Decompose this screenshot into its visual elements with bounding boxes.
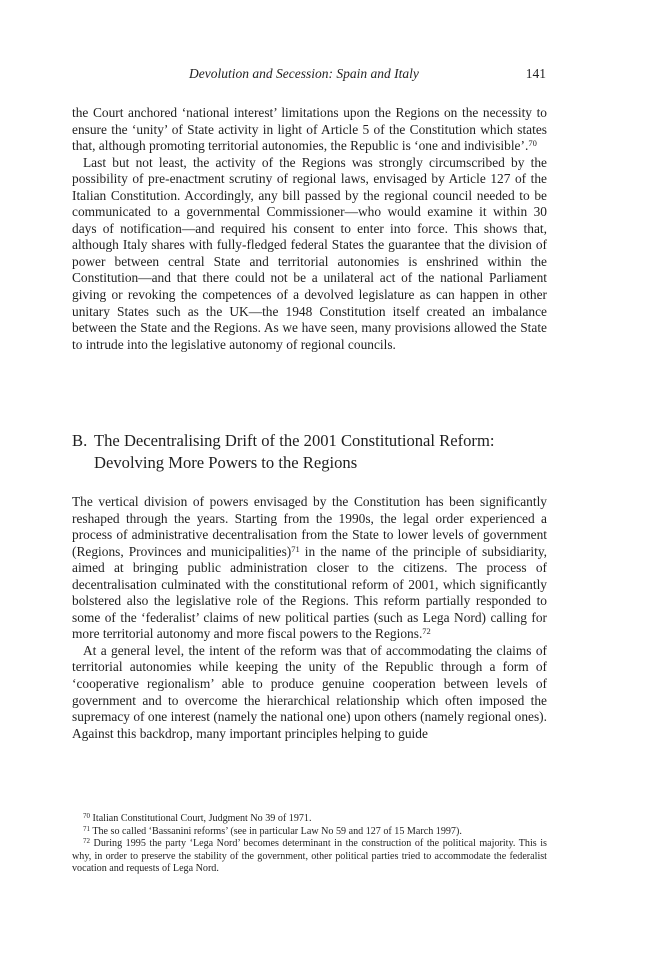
footnote-71 xyxy=(72,826,547,839)
paragraph-text: The vertical division of powers envisaged by the Constitution has been significantly reshaped through the years. Starting from the 1990s, the legal order experienced a process of administrative decentralisation from the State to lower levels of government (Regions, Provinces and municipalities) xyxy=(72,494,547,559)
footnote-72 xyxy=(72,838,547,876)
footnote-text: The so called ‘Bassanini reforms’ (see in particular Law No 59 and 127 of 15 March 1997). xyxy=(92,825,462,837)
footnote-number: 72 xyxy=(83,837,90,846)
footnote-number: 71 xyxy=(83,824,90,833)
footnote-ref-70[interactable]: 70 xyxy=(528,138,537,149)
body-text-section-b xyxy=(72,494,547,742)
section-title-line-1: The Decentralising Drift of the 2001 Constitutional Reform: xyxy=(94,431,495,450)
footnotes xyxy=(72,813,547,876)
footnote-text: Italian Constitutional Court, Judgment No 39 of 1971. xyxy=(92,813,312,824)
paragraph-reform-intent: At a general level, the intent of the reform was that of accommodating the claims of territorial autonomies while keeping the unity of the Republic through a form of ‘cooperative regionalism’ able to produce genuine cooperation between levels of government and to overcome the hierarchical relationship which often imposed the supremacy of one interest (namely the national one) upon others (namely regional ones). Against this backdrop, many important principles helping to guide xyxy=(72,642,547,741)
section-letter: B. xyxy=(72,431,88,450)
paragraph-text: the Court anchored ‘national interest’ limitations upon the Regions on the necessity to ensure the ‘unity’ of State activity in light of Article 5 of the Constitution which states that, although promoting territorial autonomies, the Republic is ‘one and indivisible’. xyxy=(72,105,547,154)
section-title xyxy=(94,430,554,474)
footnote-text: During 1995 the party ‘Lega Nord’ becomes determinant in the construction of the political majority. This is why, in order to preserve the stability of the government, other political parties tried to accommodate the federalist vocation and requests of Lega Nord. xyxy=(72,838,547,875)
running-head-title: Devolution and Secession: Spain and Italy xyxy=(189,66,419,81)
paragraph-pre-enactment-scrutiny: Last but not least, the activity of the Regions was strongly circumscribed by the possibility of pre-enactment scrutiny of regional laws, envisaged by Article 127 of the Italian Constitution. Accordingly, any bill passed by the regional council needed to be communicated to a governmental Commissioner—who would examine it within 30 days of notification—and required his consent to enter into force. This shows that, although Italy shares with fully-fledged federal States the guarantee that the division of power between central State and territorial autonomies is enshrined within the Constitution—and that there could not be a unilateral act of the national Parliament giving or revoking the competences of a devolved legislature as can happen in other unitary States such as the UK—the 1948 Constitution itself created an imbalance between the State and the Regions. As we have seen, many provisions allowed the State to intrude into the legislative autonomy of regional councils. xyxy=(72,154,547,352)
footnote-ref-71[interactable]: 71 xyxy=(291,543,300,554)
footnote-70 xyxy=(72,813,547,826)
running-head xyxy=(72,66,546,84)
footnote-ref-72[interactable]: 72 xyxy=(422,626,431,637)
paragraph-text: in the name of the principle of subsidiarity, aimed at bringing public administration closer to the citizens. The process of decentralisation culminated with the constitutional reform of 2001, which significantly bolstered also the legislative role of the Regions. This reform partially responded to some of the ‘federalist’ claims of new political parties (such as Lega Nord) calling for more territorial autonomy and more fiscal powers to the Regions. xyxy=(72,543,547,642)
paragraph-continued xyxy=(72,105,547,155)
page-number: 141 xyxy=(525,66,546,81)
section-title-line-2: Devolving More Powers to the Regions xyxy=(94,453,358,472)
paragraph-vertical-division xyxy=(72,494,547,643)
body-text-top xyxy=(72,105,547,353)
footnote-number: 70 xyxy=(83,812,90,820)
